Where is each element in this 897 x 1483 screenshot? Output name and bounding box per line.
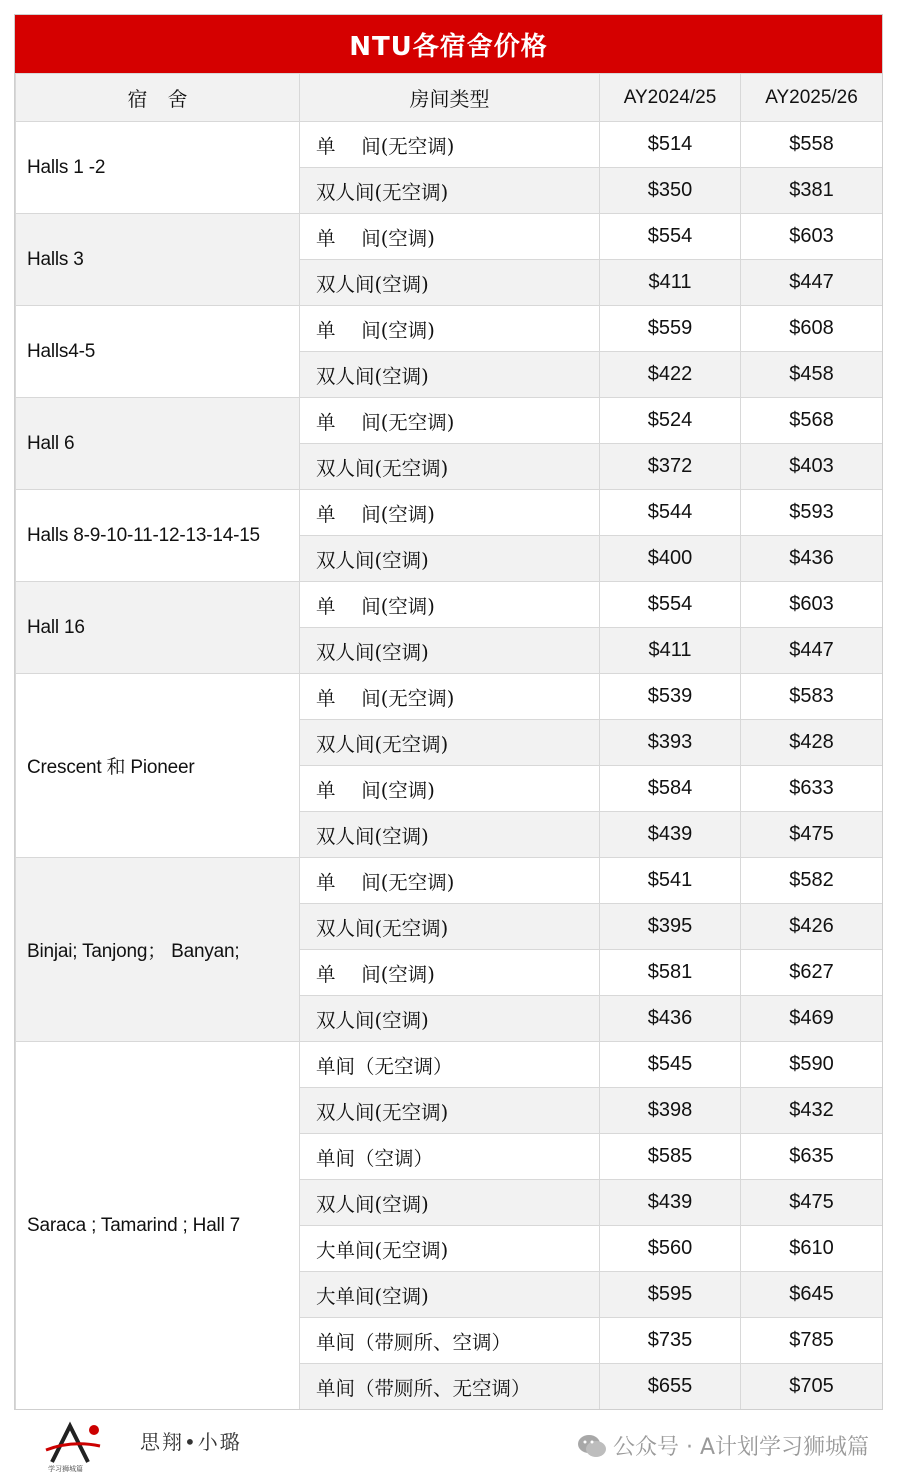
room-type: 双人间(空调) xyxy=(300,352,600,398)
price-ay2024: $350 xyxy=(600,168,741,214)
room-type: 双人间(无空调) xyxy=(300,720,600,766)
room-type: 单 间(无空调) xyxy=(300,858,600,904)
wechat-watermark xyxy=(577,1430,869,1461)
room-type: 大单间(空调) xyxy=(300,1272,600,1318)
price-ay2025: $635 xyxy=(741,1134,883,1180)
price-ay2025: $432 xyxy=(741,1088,883,1134)
header-ay2025: AY2025/26 xyxy=(741,74,883,122)
table-row xyxy=(16,490,883,536)
hall-name: Binjai; Tanjong； Banyan; xyxy=(16,858,300,1042)
price-ay2024: $422 xyxy=(600,352,741,398)
price-ay2025: $436 xyxy=(741,536,883,582)
hall-name: Crescent 和 Pioneer xyxy=(16,674,300,858)
price-ay2024: $393 xyxy=(600,720,741,766)
price-ay2024: $554 xyxy=(600,214,741,260)
table-row xyxy=(16,582,883,628)
brand-logo xyxy=(44,1420,114,1476)
hall-name: Halls4-5 xyxy=(16,306,300,398)
price-ay2025: $475 xyxy=(741,1180,883,1226)
room-type: 双人间(空调) xyxy=(300,1180,600,1226)
room-type: 双人间(无空调) xyxy=(300,444,600,490)
price-ay2025: $705 xyxy=(741,1364,883,1410)
hall-name: Halls 3 xyxy=(16,214,300,306)
price-ay2025: $568 xyxy=(741,398,883,444)
header-ay2024: AY2024/25 xyxy=(600,74,741,122)
footer xyxy=(14,1410,883,1480)
room-type: 单 间(空调) xyxy=(300,950,600,996)
price-ay2024: $559 xyxy=(600,306,741,352)
room-type: 单 间(空调) xyxy=(300,214,600,260)
header-row xyxy=(16,74,883,122)
hall-name: Saraca ; Tamarind ; Hall 7 xyxy=(16,1042,300,1410)
room-type: 双人间(空调) xyxy=(300,812,600,858)
room-type: 双人间(空调) xyxy=(300,628,600,674)
price-ay2025: $582 xyxy=(741,858,883,904)
price-ay2025: $645 xyxy=(741,1272,883,1318)
price-ay2025: $381 xyxy=(741,168,883,214)
hall-name: Hall 16 xyxy=(16,582,300,674)
price-ay2025: $593 xyxy=(741,490,883,536)
room-type: 双人间(无空调) xyxy=(300,168,600,214)
room-type: 双人间(空调) xyxy=(300,996,600,1042)
table-row xyxy=(16,122,883,168)
brand-logo-mark xyxy=(44,1420,114,1466)
price-ay2025: $447 xyxy=(741,628,883,674)
room-type: 单间（空调） xyxy=(300,1134,600,1180)
room-type: 单 间(空调) xyxy=(300,490,600,536)
price-ay2025: $403 xyxy=(741,444,883,490)
wechat-icon xyxy=(577,1434,607,1458)
watermark-text: 公众号 · A计划学习狮城篇 xyxy=(612,1435,869,1460)
header-room-type: 房间类型 xyxy=(300,74,600,122)
room-type: 单 间(空调) xyxy=(300,766,600,812)
price-ay2025: $785 xyxy=(741,1318,883,1364)
price-ay2025: $469 xyxy=(741,996,883,1042)
hall-name: Halls 1 -2 xyxy=(16,122,300,214)
price-ay2024: $439 xyxy=(600,812,741,858)
header-hall: 宿 舍 xyxy=(16,74,300,122)
logo-caption: 学习狮城篇 xyxy=(48,1465,83,1473)
price-ay2024: $735 xyxy=(600,1318,741,1364)
price-ay2025: $603 xyxy=(741,214,883,260)
price-ay2024: $411 xyxy=(600,628,741,674)
price-ay2025: $428 xyxy=(741,720,883,766)
price-ay2024: $585 xyxy=(600,1134,741,1180)
room-type: 单间（无空调） xyxy=(300,1042,600,1088)
table-row xyxy=(16,1042,883,1088)
room-type: 单 间(无空调) xyxy=(300,398,600,444)
room-type: 双人间(无空调) xyxy=(300,904,600,950)
price-ay2025: $603 xyxy=(741,582,883,628)
price-ay2025: $633 xyxy=(741,766,883,812)
table-row xyxy=(16,398,883,444)
price-ay2024: $539 xyxy=(600,674,741,720)
table-title: NTU各宿舍价格 xyxy=(15,15,882,73)
price-ay2024: $436 xyxy=(600,996,741,1042)
room-type: 单间（带厕所、无空调） xyxy=(300,1364,600,1410)
price-ay2025: $426 xyxy=(741,904,883,950)
price-ay2024: $655 xyxy=(600,1364,741,1410)
price-ay2024: $545 xyxy=(600,1042,741,1088)
table-row xyxy=(16,214,883,260)
price-ay2025: $447 xyxy=(741,260,883,306)
price-table xyxy=(15,73,883,1410)
price-ay2024: $439 xyxy=(600,1180,741,1226)
hall-name: Halls 8-9-10-11-12-13-14-15 xyxy=(16,490,300,582)
price-ay2025: $583 xyxy=(741,674,883,720)
room-type: 单间（带厕所、空调） xyxy=(300,1318,600,1364)
author-signature: 思翔•小璐 xyxy=(140,1430,242,1454)
price-ay2024: $554 xyxy=(600,582,741,628)
price-ay2024: $400 xyxy=(600,536,741,582)
price-ay2025: $475 xyxy=(741,812,883,858)
room-type: 单 间(空调) xyxy=(300,306,600,352)
table-row xyxy=(16,306,883,352)
room-type: 双人间(无空调) xyxy=(300,1088,600,1134)
price-ay2025: $610 xyxy=(741,1226,883,1272)
room-type: 双人间(空调) xyxy=(300,260,600,306)
price-ay2024: $411 xyxy=(600,260,741,306)
hall-name: Hall 6 xyxy=(16,398,300,490)
price-ay2024: $581 xyxy=(600,950,741,996)
price-ay2024: $372 xyxy=(600,444,741,490)
room-type: 单 间(无空调) xyxy=(300,122,600,168)
price-ay2024: $584 xyxy=(600,766,741,812)
price-ay2024: $544 xyxy=(600,490,741,536)
price-ay2025: $608 xyxy=(741,306,883,352)
room-type: 单 间(无空调) xyxy=(300,674,600,720)
price-ay2024: $524 xyxy=(600,398,741,444)
price-ay2024: $595 xyxy=(600,1272,741,1318)
room-type: 双人间(空调) xyxy=(300,536,600,582)
price-ay2025: $558 xyxy=(741,122,883,168)
price-ay2025: $458 xyxy=(741,352,883,398)
price-ay2024: $541 xyxy=(600,858,741,904)
room-type: 大单间(无空调) xyxy=(300,1226,600,1272)
price-ay2025: $627 xyxy=(741,950,883,996)
price-ay2024: $395 xyxy=(600,904,741,950)
price-ay2024: $560 xyxy=(600,1226,741,1272)
table-row xyxy=(16,858,883,904)
table-body xyxy=(16,122,883,1410)
price-ay2024: $514 xyxy=(600,122,741,168)
room-type: 单 间(空调) xyxy=(300,582,600,628)
price-table-frame xyxy=(14,14,883,1410)
table-row xyxy=(16,674,883,720)
price-ay2025: $590 xyxy=(741,1042,883,1088)
price-ay2024: $398 xyxy=(600,1088,741,1134)
